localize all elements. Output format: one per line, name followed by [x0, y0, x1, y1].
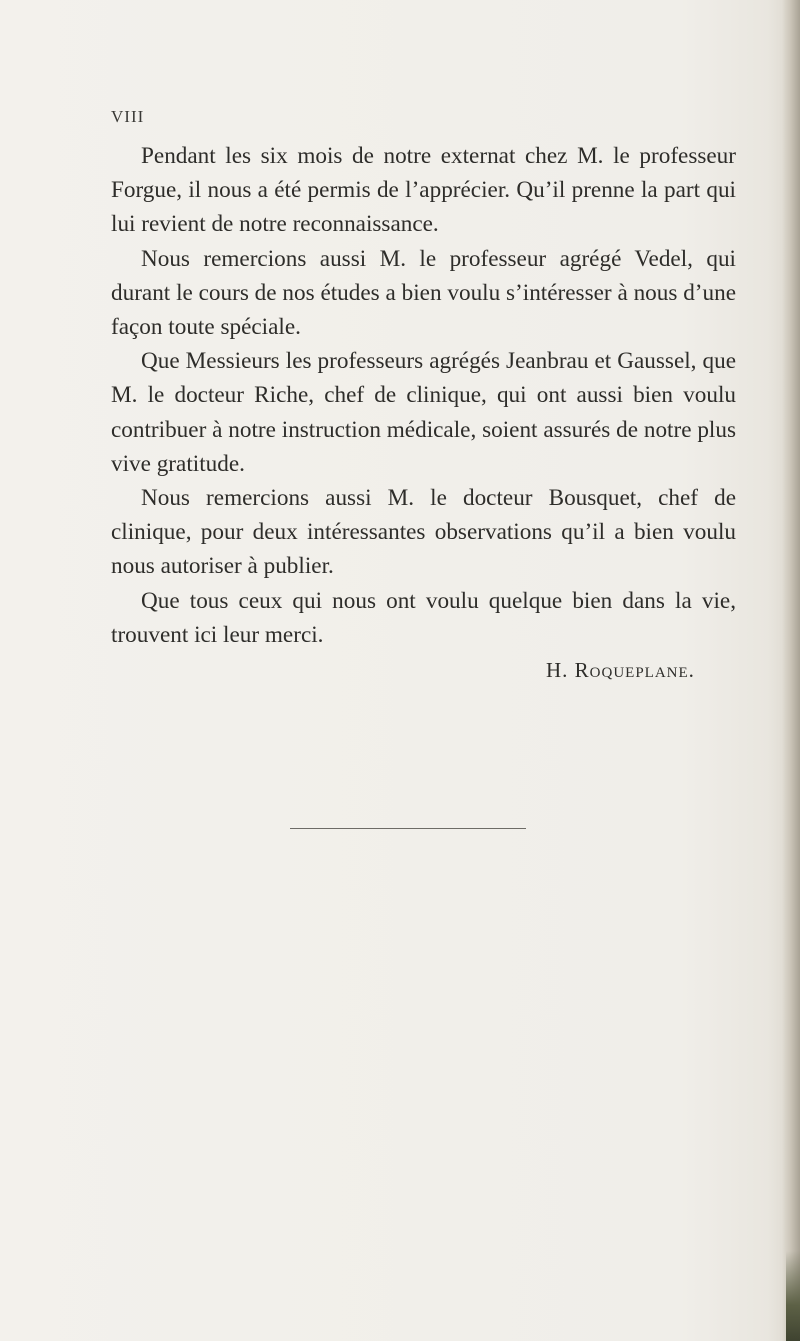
signature [111, 653, 736, 687]
page-number: VIII [111, 107, 145, 126]
paragraph-jeanbrau-gaussel: Que Messieurs les professeurs agrégés Jeanbrau et Gaussel, que M. le docteur Riche, chef de clinique, qui ont aussi bien voulu contribuer à notre instruction médicale, soient assurés de notre plus vive gratitude. [111, 348, 736, 477]
paragraph-forgue: Pendant les six mois de notre externat chez M. le professeur Forgue, il nous a été permis de l’apprécier. Qu’il prenne la part qui lui revient de notre reconnaissance. [111, 143, 736, 238]
body-text [111, 139, 736, 687]
paragraph-bousquet: Nous remercions aussi M. le docteur Bousquet, chef de clinique, pour deux intéressantes observations qu’il a bien voulu nous autoriser à publier. [111, 485, 736, 580]
paragraph-vedel: Nous remercions aussi M. le professeur agrégé Vedel, qui durant le cours de nos études a bien voulu s’intéresser à nous d’une façon toute spéciale. [111, 245, 736, 341]
separator-rule [290, 828, 526, 829]
page-edge-shadow [782, 0, 800, 1341]
page-edge-stain [786, 1251, 800, 1341]
paragraph-closing: Que tous ceux qui nous ont voulu quelque bien dans la vie, trouvent ici leur merci. [111, 587, 736, 648]
signature-surname: Roqueplane. [574, 658, 695, 683]
signature-initial: H. [546, 658, 569, 683]
